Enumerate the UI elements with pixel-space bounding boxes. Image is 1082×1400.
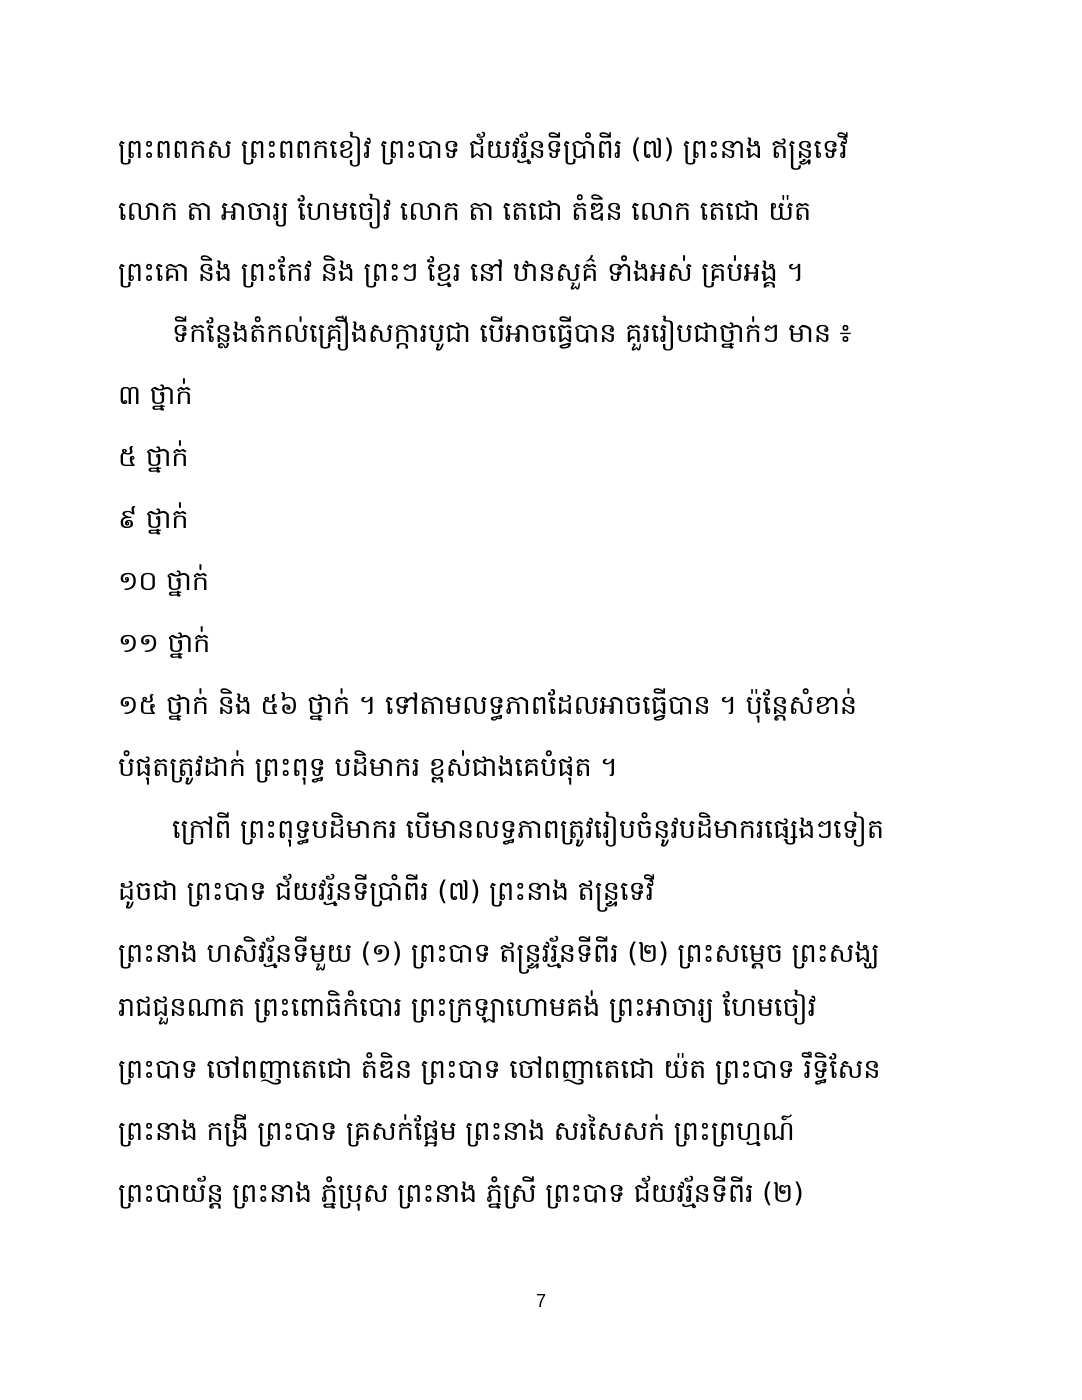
- text-line-14: ព្រះនាង ហសិវរ្ម័នទីមួយ (១) ព្រះបាទ ឥន្ទ្រវរ្ម័នទីពីរ (២) ព្រះសម្តេច ព្រះសង្ឃ: [118, 938, 880, 969]
- text-line-11: បំផុតត្រូវដាក់ ព្រះពុទ្ធ បដិមាករ ខ្ពស់ជាងគេបំផុត ។: [118, 752, 618, 783]
- text-line-1: ព្រះពពកស ព្រះពពកខៀវ ព្រះបាទ ជ័យវរ្ម័នទីប្រាំពីរ (៧) ព្រះនាង ឥន្ទ្រទេវី: [118, 134, 848, 165]
- list-item: ១០ ថ្នាក់: [118, 566, 209, 597]
- text-line-15: រាជជួនណាត ព្រះពោធិកំបោរ ព្រះក្រឡាហោមគង់ ព្រះអាចារ្យ ហែមចៀវ: [118, 992, 817, 1023]
- text-line-2: លោក តា អាចារ្យ ហែមចៀវ លោក តា តេជោ តំឌិន លោក តេជោ យ៉ត: [118, 196, 812, 227]
- paragraph-start-line: ក្រៅពី ព្រះពុទ្ធបដិមាករ បើមានលទ្ធភាពត្រូវរៀបចំនូវបដិមាករផ្សេងៗទៀត: [172, 814, 885, 845]
- list-item: ៩ ថ្នាក់: [118, 504, 189, 535]
- list-item: ៥ ថ្នាក់: [118, 442, 189, 473]
- text-line-10: ១៥ ថ្នាក់ និង ៥៦ ថ្នាក់ ។ ទៅតាមលទ្ធភាពដែលអាចធ្វើបាន ។ ប៉ុន្តែសំខាន់: [118, 690, 858, 721]
- paragraph-start-line: ទីកន្លែងតំកល់គ្រឿងសក្ការបូជា បើអាចធ្វើបាន គួររៀបជាថ្នាក់ៗ មាន ៖: [172, 318, 852, 349]
- text-line-16: ព្រះបាទ ចៅពញាតេជោ តំឌិន ព្រះបាទ ចៅពញាតេជោ យ៉ត ព្រះបាទ រឹទ្ធិសែន: [118, 1054, 881, 1085]
- text-line-17: ព្រះនាង កង្រី ព្រះបាទ គ្រសក់ផ្អែម ព្រះនាង សរសៃសក់ ព្រះព្រហ្មណ៍: [118, 1116, 795, 1147]
- text-line-13: ដូចជា ព្រះបាទ ជ័យវរ្ម័នទីប្រាំពីរ (៧) ព្រះនាង ឥន្ទ្រទេវី: [118, 876, 655, 907]
- list-item: ៣ ថ្នាក់: [118, 380, 193, 411]
- text-line-18: ព្រះបាយ័ន្ត ព្រះនាង ភ្នំប្រុស ព្រះនាង ភ្នំស្រី ព្រះបាទ ជ័យវរ្ម័នទីពីរ (២): [118, 1178, 804, 1209]
- page-number: 7: [535, 1291, 546, 1311]
- text-line-3: ព្រះគោ និង ព្រះកែវ និង ព្រះៗ ខ្មែរ នៅ ឋានសួគ៌ ទាំងអស់ គ្រប់អង្គ ។: [118, 257, 805, 288]
- list-item: ១១ ថ្នាក់: [118, 628, 211, 659]
